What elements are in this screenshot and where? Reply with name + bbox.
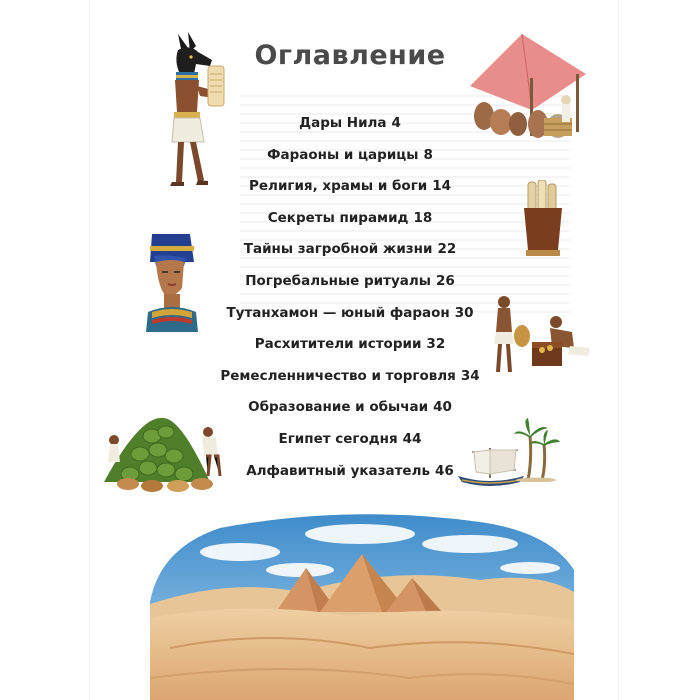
market-tent-icon [466,28,590,143]
toc-entry-label: Образование и обычаи [248,399,429,416]
toc-entry [200,234,500,266]
toc-entry-label: Ремесленничество и торговля [220,367,456,384]
toc-entry-page: 44 [402,430,422,447]
toc-entry-page: 32 [426,336,446,353]
toc-entry-label: Египет сегодня [278,430,398,447]
toc-entry-label: Погребальные ритуалы [245,272,431,289]
toc-entry [200,361,500,393]
palm-trees-icon [512,416,562,482]
workers-icon [490,292,594,378]
scrolls-icon [520,180,566,260]
anubis-icon [160,28,230,193]
toc-entry [200,424,500,456]
toc-entry-page: 46 [435,462,454,479]
toc-entry-label: Религия, храмы и боги [249,178,428,195]
toc-entry-page: 40 [433,399,452,416]
toc-entry [200,140,500,172]
toc-entry [200,171,500,203]
toc-entry [200,392,500,424]
toc-entry-page: 34 [460,367,480,384]
toc-entry [200,108,500,140]
toc-entry [200,298,500,330]
toc-entry-label: Тайны загробной жизни [243,241,433,258]
pyramids-icon [150,508,576,700]
toc-entry-label: Расхитители истории [254,336,422,353]
melons-icon [100,412,230,494]
nefertiti-icon [144,232,199,334]
toc-entry [200,266,500,298]
page-title: Оглавление [254,40,446,71]
toc-entry-label: Алфавитный указатель [246,462,430,479]
toc-entry-page: 18 [413,209,433,226]
toc-entry-page: 4 [391,115,401,131]
toc-entry-page: 8 [423,146,433,163]
toc-entry-page: 26 [435,272,455,289]
toc-entry-page: 30 [454,304,474,321]
toc-entry [200,329,500,361]
toc-entry-label: Тутанхамон — юный фараон [226,304,450,321]
toc-entry-label: Дары Нила [299,115,387,131]
toc-entry-label: Секреты пирамид [267,209,409,226]
toc-entry-label: Фараоны и царицы [267,146,419,163]
toc-entry [200,456,500,488]
toc-entry [200,203,500,235]
table-of-contents [200,108,500,487]
toc-entry-page: 14 [432,178,451,195]
toc-entry-page: 22 [437,241,457,258]
